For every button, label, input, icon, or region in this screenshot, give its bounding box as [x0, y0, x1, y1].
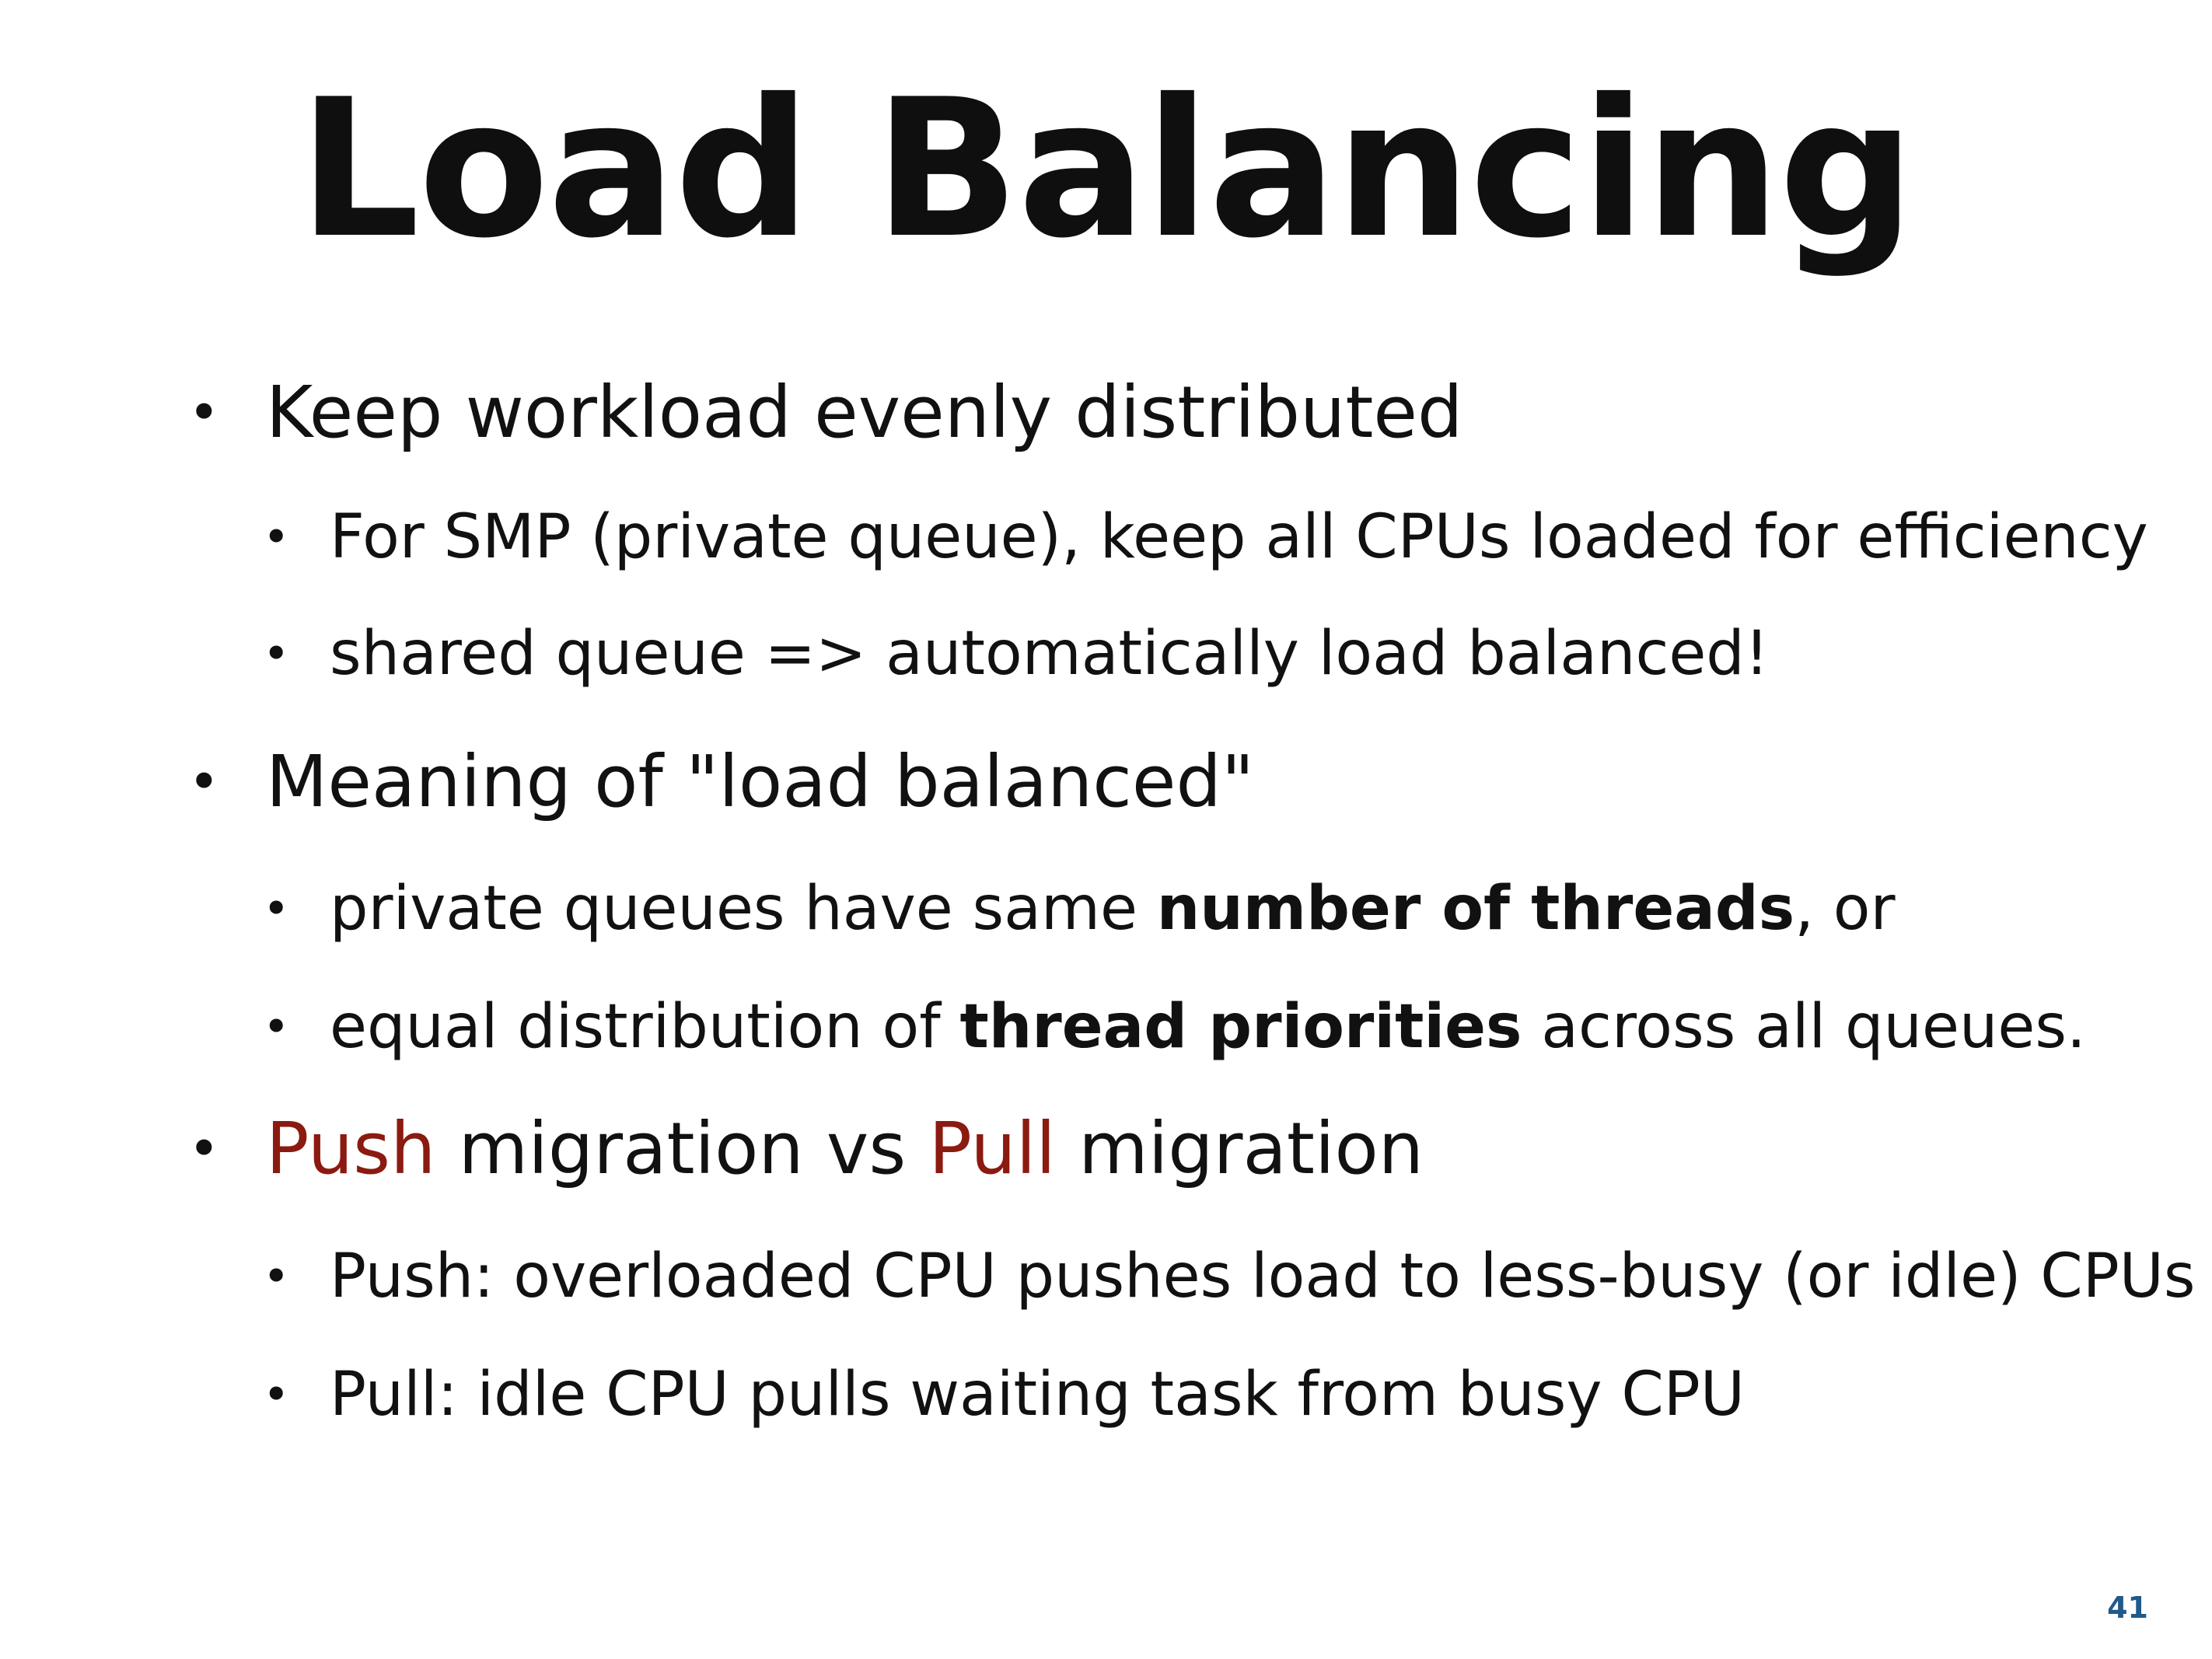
bullet-dot-icon: •	[263, 627, 290, 680]
bullet-text	[263, 992, 2086, 1062]
bullet-text: Pull: idle CPU pulls waiting task from busy CPU	[330, 1360, 1745, 1430]
bullet-text-plain: private queues have same	[330, 874, 1157, 944]
bullet-dot-icon: •	[263, 1001, 290, 1053]
accent-pull: Pull	[928, 1107, 1056, 1190]
bullet-dot-icon: •	[188, 751, 220, 813]
bullet-text: For SMP (private queue), keep all CPUs loaded for efficiency	[330, 502, 2148, 572]
bullet-dot-icon: •	[263, 1368, 290, 1421]
bullet-dot-icon: •	[188, 382, 220, 444]
bullet-text-bold: thread priorities	[959, 992, 1522, 1062]
bullet-text-plain: migration vs	[435, 1107, 929, 1190]
bullet-text: Meaning of "load balanced"	[266, 740, 1255, 823]
bullet-dot-icon: •	[263, 882, 290, 935]
bullet-level1	[188, 371, 1463, 454]
bullet-text-bold: number of threads	[1156, 874, 1795, 944]
bullet-text: shared queue => automatically load balanced!	[330, 619, 1770, 689]
bullet-dot-icon: •	[263, 511, 290, 564]
bullet-text: Keep workload evenly distributed	[266, 371, 1463, 454]
bullet-level2	[263, 1242, 2196, 1311]
bullet-level2	[263, 992, 2086, 1062]
bullet-level2	[263, 619, 1770, 689]
accent-push: Push	[266, 1107, 436, 1190]
bullet-dot-icon: •	[188, 1118, 220, 1180]
bullet-level1	[188, 740, 1255, 823]
bullet-text-plain: , or	[1794, 874, 1896, 944]
bullet-level2	[263, 1360, 1745, 1430]
bullet-text-plain: migration	[1055, 1107, 1424, 1190]
bullet-text: Push: overloaded CPU pushes load to less-busy (or idle) CPUs	[330, 1242, 2196, 1311]
slide-title: Load Balancing	[298, 58, 1914, 280]
bullet-text-plain: equal distribution of	[330, 992, 960, 1062]
page-number: 41	[2107, 1591, 2148, 1625]
bullet-text-plain: across all queues.	[1522, 992, 2086, 1062]
bullet-dot-icon: •	[263, 1250, 290, 1303]
bullet-text	[188, 1107, 1424, 1190]
bullet-level2	[263, 502, 2148, 572]
bullet-level2	[263, 874, 1896, 944]
bullet-text	[263, 874, 1896, 944]
bullet-level1	[188, 1107, 1424, 1190]
